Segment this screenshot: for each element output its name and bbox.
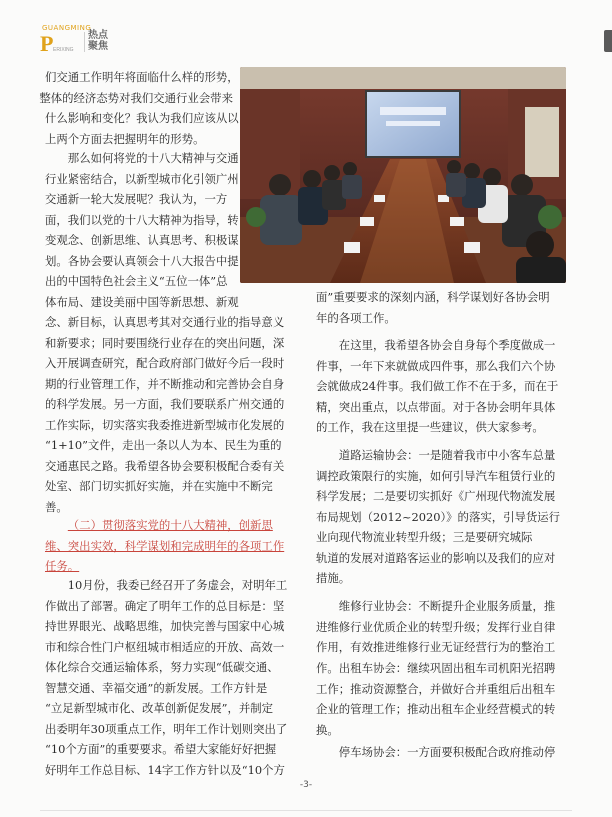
- text-line: 整体的经济态势对我们交通行业会带来: [39, 90, 233, 105]
- left-para2-narrow: [45, 148, 239, 312]
- heading-line: （二）贯彻落实党的十八大精神，创新思: [67, 518, 273, 532]
- text-line: 在这里，我希望各协会自身每个季度做成一: [338, 338, 556, 352]
- text-line: 上两个方面去把握明年的形势。: [45, 131, 205, 146]
- text-line: 件事，一年下来就做成四件事，那么我们六个协: [316, 358, 556, 373]
- text-line: 换。: [316, 722, 339, 737]
- text-line: “1+10”文件，走出一条以人为本、民生为重的: [45, 438, 282, 452]
- text-line: 市和综合性门户枢纽城市相适应的开放、高效一: [45, 639, 285, 654]
- text-line: 措施。: [316, 571, 351, 585]
- text-line: 行业紧密结合，以新型城市化引领广州: [45, 171, 239, 186]
- text-line: 交通新一轮大发展呢？我认为，一方: [45, 192, 228, 206]
- text-line: 出租车协会：继续巩固出租车司机阳光招聘: [338, 661, 556, 675]
- logo-arc-text: GUANGMING: [42, 24, 92, 32]
- text-line: 科学发展；二是要切实抓好《广州现代物流发展: [316, 489, 556, 503]
- left-para3: [45, 575, 302, 780]
- logo-wordmark: ERIXING: [53, 47, 74, 53]
- text-line: 处室、部门切实抓好实施，并在实施中不断完: [45, 479, 273, 493]
- heading-line: 任务。: [45, 559, 80, 573]
- right-para4: [316, 658, 566, 740]
- text-line: 交通惠民之路。我希望各协会要积极配合委有关: [45, 458, 285, 473]
- text-line: 体化综合交通运输体系，努力实现“低碳交通、: [45, 660, 279, 674]
- text-line: 作做出了部署。确定了明年工作的总目标是：坚: [45, 598, 285, 613]
- text-line: 年的各项工作。: [316, 310, 396, 325]
- text-line: 10月份，我委已经召开了务虚会，对明年工: [67, 578, 288, 592]
- right-para5: [316, 742, 566, 763]
- text-line: 体布局、建设美丽中国等新思想、新观: [45, 294, 239, 309]
- text-line: 出的中国特色社会主义“五位一体”总: [45, 274, 228, 288]
- text-line: 和新要求；同时要围绕行业存在的突出问题，深: [45, 335, 285, 350]
- text-line: 轨道的发展对道路客运业的影响以及我们的应对: [316, 550, 556, 565]
- text-line: 持世界眼光、战略思维，加快完善与国家中心城: [45, 619, 285, 633]
- text-line: 变观念、创新思维、认真思考、积极谋: [45, 233, 239, 247]
- text-line: 企业的管理工作；推动出租车企业经营模式的转: [316, 702, 556, 716]
- text-line: 业向现代物流业转型升级；三是要研究城际: [316, 530, 533, 544]
- text-line: 的工作，我在这里提一些建议，供大家参考。: [316, 420, 544, 434]
- text-line: “10个方面”的重要要求。希望大家能好好把握: [45, 742, 277, 756]
- meeting-photo: [240, 67, 566, 283]
- text-line: “立足新型城市化、改革创新促发展”，并制定: [45, 701, 274, 715]
- text-line: 入开展调查研究，配合政府部门做好今后一段时: [45, 356, 285, 370]
- text-line: 面”重要要求的深刻内涵，科学谋划好各协会明: [316, 290, 550, 304]
- text-line: 们交通工作明年将面临什么样的形势，: [45, 70, 239, 84]
- logo-section-name: [88, 30, 108, 52]
- text-line: 好明年工作总目标、14字工作方针以及“10个方: [45, 762, 285, 777]
- text-line: 念、新目标，认真思考其对交通行业的指导意义: [45, 315, 285, 329]
- page-number: -3-: [299, 780, 313, 790]
- text-line: 进维修行业优质企业的转型升级；发挥行业自律: [316, 619, 556, 634]
- text-line: 划。各协会要认真领会十八大报告中提: [45, 253, 239, 268]
- right-para2: [316, 445, 566, 589]
- text-line: 智慧交通、幸福交通”的新发展。工作方针是: [45, 680, 268, 695]
- logo-divider: [84, 32, 85, 52]
- text-line: 什么影响和变化？我认为我们应该从以: [45, 111, 239, 125]
- text-line: 作用，有效推进维修行业无证经营行为的整治工: [316, 640, 556, 654]
- section-heading: [45, 515, 302, 577]
- scroll-edge-tab[interactable]: [604, 30, 612, 52]
- text-line: 善。: [45, 499, 68, 514]
- text-line: 道路运输协会：一是随着我市中小客车总量: [338, 448, 556, 462]
- meeting-photo-illustration: [240, 67, 566, 283]
- right-continuation: [316, 287, 566, 328]
- text-line: 面，我们以党的十八大精神为指导，转: [45, 212, 239, 227]
- left-para2-wide: [45, 312, 302, 517]
- logo-letter: P: [40, 32, 54, 54]
- text-line: 出委明年30项重点工作，明年工作计划则突出了: [45, 721, 288, 736]
- logo-mark: [40, 32, 76, 54]
- text-line: 期的行业管理工作，并不断推动和完善协会自身: [45, 376, 285, 391]
- text-line: 工作；推动资源整合，并做好合并重组后出租车: [316, 681, 556, 696]
- text-line: 调控政策限行的实施，如何引导汽车租赁行业的: [316, 468, 556, 483]
- text-line: 那么如何将党的十八大精神与交通: [67, 151, 239, 165]
- logo-cn-line1: 热点: [88, 30, 108, 41]
- text-line: 会就做成24件事。我们做工作不在于多，而在于: [316, 379, 559, 393]
- text-line: 工作实际，切实落实我委推进新型城市化发展的: [45, 417, 285, 432]
- text-line: 停车场协会：一方面要积极配合政府推动停: [338, 745, 556, 759]
- right-para1: [316, 335, 566, 438]
- bottom-rule: [40, 810, 572, 811]
- logo-cn-line2: 聚焦: [88, 41, 108, 52]
- heading-line: 维、突出实效，科学谋划和完成明年的各项工作: [45, 538, 285, 553]
- text-line: 精，突出重点，以点带面。对于各协会明年具体: [316, 399, 556, 414]
- text-line: 的科学发展。另一方面，我们要联系广州交通的: [45, 397, 285, 411]
- left-intro-paragraph: [39, 67, 239, 149]
- text-line: 布局规划（2012~2020）》的落实，引导货运行: [316, 509, 561, 524]
- magazine-logo: [40, 22, 150, 56]
- text-line: 维修行业协会：不断提升企业服务质量，推: [338, 599, 556, 613]
- text-line: 作。: [316, 660, 339, 675]
